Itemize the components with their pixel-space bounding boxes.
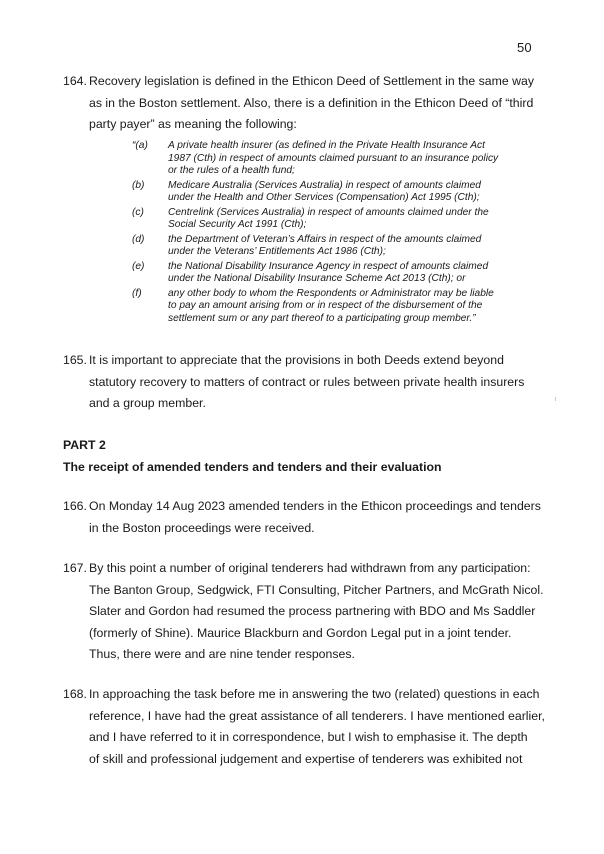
quote-line: under the Veterans’ Entitlements Act 1986 (Cth); [168,246,386,257]
paragraph-number: 165. [63,353,87,367]
quote-item-label: “(a) [132,140,148,151]
margin-mark [555,397,556,401]
paragraph-line: party payer” as meaning the following: [89,117,297,131]
quote-item-label: (c) [132,206,144,218]
quote-item-label: (e) [132,260,145,272]
paragraph-number: 164. [63,74,87,88]
paragraph-line: On Monday 14 Aug 2023 amended tenders in the Ethicon proceedings and tenders [89,499,541,513]
paragraph-167 [63,558,544,666]
quote-line: Social Security Act 1991 (Cth); [168,219,307,230]
paragraph-line: The Banton Group, Sedgwick, FTI Consulting, Pitcher Partners, and McGrath Nicol. [89,582,544,597]
paragraph-164 [63,71,539,136]
paragraph-number: 167. [63,561,87,575]
quote-line: the National Disability Insurance Agency in respect of amounts claimed [168,260,489,272]
paragraph-line: Thus, there were and are nine tender responses. [89,647,355,661]
quote-item-a [132,140,532,178]
paragraph-line: By this point a number of original tenderers had withdrawn from any participation: [89,561,531,575]
quote-line: settlement sum or any part thereof to a participating group member.” [168,312,476,324]
part-title: The receipt of amended tenders and tenders and their evaluation [63,460,442,474]
quote-line: under the National Disability Insurance Scheme Act 2013 (Cth); or [168,273,466,284]
definition-quote-list [132,140,532,327]
quote-line: the Department of Veteran’s Affairs in respect of the amounts claimed [168,233,482,245]
paragraph-line: of skill and professional judgement and expertise of tenderers was exhibited not [89,751,523,766]
quote-line: Medicare Australia (Services Australia) in respect of amounts claimed [168,179,481,191]
paragraph-168 [63,684,545,770]
quote-line: or the rules of a health fund; [168,165,295,176]
paragraph-line: In approaching the task before me in answering the two (related) questions in each [89,687,540,701]
paragraph-line: reference, I have had the great assistance of all tenderers. I have mentioned earlier, [89,708,545,723]
paragraph-number: 166. [63,499,87,513]
paragraph-line: (formerly of Shine). Maurice Blackburn and Gordon Legal put in a joint tender. [89,625,512,640]
quote-line: A private health insurer (as defined in the Private Health Insurance Act [168,140,485,151]
quote-line: any other body to whom the Respondents or Administrator may be liable [168,287,494,299]
paragraph-165 [63,350,539,415]
paragraph-line: as in the Boston settlement. Also, there is a definition in the Ethicon Deed of “third [89,95,534,110]
quote-item-c [132,207,532,232]
quote-item-label: (d) [132,233,145,245]
paragraph-line: It is important to appreciate that the provisions in both Deeds extend beyond [89,353,504,367]
paragraph-line: statutory recovery to matters of contract or rules between private health insurers [89,374,525,389]
quote-item-label: (f) [132,287,142,299]
paragraph-line: and a group member. [89,396,206,410]
quote-item-b [132,180,532,205]
part-label: PART 2 [63,438,106,452]
quote-item-d [132,234,532,259]
quote-item-label: (b) [132,179,145,191]
quote-line: under the Health and Other Services (Compensation) Act 1995 (Cth); [168,192,480,203]
paragraph-line: Recovery legislation is defined in the Ethicon Deed of Settlement in the same way [89,74,534,88]
paragraph-166 [63,496,539,539]
page-number: 50 [517,40,532,55]
quote-line: 1987 (Cth) in respect of amounts claimed pursuant to an insurance policy [168,152,499,164]
quote-line: Centrelink (Services Australia) in respect of amounts claimed under the [168,206,489,218]
paragraph-line: in the Boston proceedings were received. [89,520,315,535]
quote-item-e [132,261,532,286]
paragraph-line: and I have referred to it in correspondence, but I wish to emphasise it. The depth [89,730,528,744]
paragraph-line: Slater and Gordon had resumed the process partnering with BDO and Ms Saddler [89,604,536,618]
quote-line: to pay an amount arising from or in respect of the disbursement of the [168,300,483,311]
paragraph-number: 168. [63,687,87,701]
quote-item-f [132,288,532,326]
